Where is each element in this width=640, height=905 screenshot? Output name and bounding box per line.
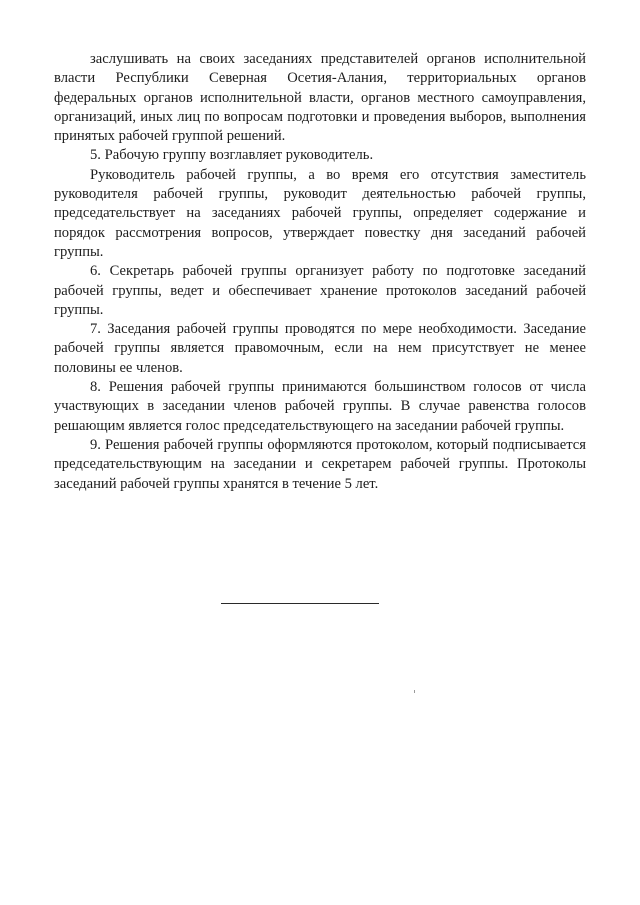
- scan-speck: [414, 690, 415, 693]
- end-divider-line: [221, 603, 379, 604]
- paragraph-item-8: 8. Решения рабочей группы принимаются большинством голосов от числа участвующих в заседании членов рабочей группы. В случае равенства голосов решающим является голос председательствующего на заседании рабочей группы.: [54, 379, 586, 434]
- paragraph-continuation: заслушивать на своих заседаниях представителей органов исполнительной власти Республики Северная Осетия-Алания, территориальных органов федеральных органов исполнительной власти, органов местного самоуправления, организаций, иных лиц по вопросам подготовки и проведения выборов, выполнения принятых рабочей группой решений.: [54, 51, 586, 145]
- paragraph-item-5: 5. Рабочую группу возглавляет руководитель.: [90, 147, 374, 164]
- paragraph-head-duties: Руководитель рабочей группы, а во время его отсутствия заместитель руководителя рабочей группы, руководит деятельностью рабочей группы, председательствует на заседаниях рабочей группы, определяет содержание и порядок рассмотрения вопросов, утверждает повестку дня заседаний рабочей группы.: [54, 166, 586, 260]
- paragraph-item-7: 7. Заседания рабочей группы проводятся по мере необходимости. Заседание рабочей группы является правомочным, если на нем присутствует не менее половины ее членов.: [54, 321, 586, 376]
- paragraph-item-9: 9. Решения рабочей группы оформляются протоколом, который подписывается председательствующим на заседании и секретарем рабочей группы. Протоколы заседаний рабочей группы хранятся в течение 5 лет.: [54, 436, 586, 492]
- document-body: [54, 50, 586, 494]
- paragraph-item-6: 6. Секретарь рабочей группы организует работу по подготовке заседаний рабочей группы, ведет и обеспечивает хранение протоколов заседаний рабочей группы.: [54, 263, 586, 318]
